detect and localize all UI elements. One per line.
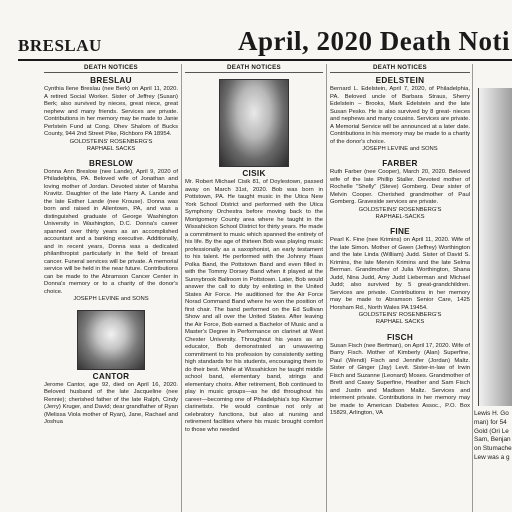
obituary-body: Susan Fisch (nee Bertman), on April 17, 2020. Wife of Barry Fisch. Mother of Kimberly (Alan) Superfine, Paul (Wendi) Fisch and Jennifer (Jordan) Maltz. Sister of Ginger (Jay) Levit. Sister-in-law of Irwin Fisch and Suzanne (Leonard) Moses. Grandmother of Brett and Casey Superfine, Heather and Sam Fisch and Justin and Madison Maltz. Services and interment private. Contributions in her memory may be made to American Diabetes Assoc., P.O. Box 15829, Arlington, VA (330, 342, 470, 417)
obituary-body: Donna Ann Breslow (nee Lande), April 9, 2020 of Philadelphia, PA. Beloved wife of Jonathan and loving mother of Jordan. Devoted sister of Marsha Kravitz. Daughter of the late Harry A. Lande and the late Esther Lande (nee Krouse). Donna was born and raised in Allentown, PA, and was a distinguished graduate of George Washington University in Washington, D.C. Donna's career spanned over thirty years as an accomplished accountant and a banking executive. Additionally, and in recent years, Donna was a dedicated philanthropist particularly in the field of breast cancer. Funeral services will be private. A memorial service will be held in the near future. Contributions can be made to the Abramson Cancer Center in Donna's memory or to a charity of the donor's choice. (44, 168, 178, 295)
portrait-photo-cropped (478, 88, 512, 406)
obituary-fisch (330, 333, 470, 418)
obituary-cantor (44, 310, 178, 427)
portrait-photo (77, 310, 145, 370)
death-notices-label: DEATH NOTICES (330, 64, 470, 73)
obituary-name: FINE (390, 227, 410, 237)
obituary-line: on Stumache (474, 445, 512, 453)
obituary-line: Sam, Benjan (474, 436, 511, 444)
column-2 (185, 64, 323, 512)
obituary-name: BRESLAU (90, 76, 132, 85)
obituary-name: BRESLOW (89, 158, 133, 168)
death-notices-label: DEATH NOTICES (44, 64, 178, 73)
portrait-photo (219, 79, 289, 167)
obituary-edelstein (330, 76, 470, 153)
obituary-cropped (474, 410, 512, 463)
column-divider (472, 64, 473, 512)
column-1 (44, 64, 178, 512)
obituary-line: Lewis H. Go (474, 410, 509, 417)
obituary-body: Jerome Cantor, age 92, died on April 16, 2020. Beloved husband of the late Jacqueline (nee Rennie); cherished father of the late Ralph, Cindy (Jerry) Kruger, and David; dear grandfather of Ryan (Melissa Viola mother of Ryan), Jane, Rachael and Joshua (44, 381, 178, 426)
header-rule (18, 59, 512, 61)
obituary-breslow (44, 159, 178, 304)
obituary-fine (330, 227, 470, 326)
column-divider (181, 64, 182, 512)
funeral-home: GOLDSTEINS' ROSENBERG'S RAPHAEL SACKS (69, 138, 153, 152)
obituary-line: man) for 54 (474, 418, 507, 426)
obituary-body: Pearl K. Fine (nee Krimins) on April 11, 2020. Wife of the late Simon. Mother of Gwen (Jeffrey) Worthington and the late Linda (William) Judd. Sister of David S. Krimins, the late Mervin Krimins and the late Selma Berman. Grandmother of Julia Worthington, Shana Judd, Nina Judd, Amy Judd Lieberman and Michael Judd; also survived by 5 great-grandchildren. Services are private. Contributions in her memory may be made to Abramson Senior Care, 1425 Horsham Rd., North Wales PA 19454. (330, 237, 470, 311)
obituary-body: Cynthia Ilene Breslau (nee Berk) on April 11, 2020. A retired Social Worker. Sister of Jeffrey (Susan) Berk; also survived by nieces, great niece, great nephew and many friends. Services are private. Contributions in her memory may be made to Janie Perlstein Fund at Cong. Ohev Shalom of Bucks County, 944 2nd Street Pike, Richboro PA 18954. (44, 86, 178, 137)
obituary-line: Lew was a g (474, 453, 510, 461)
obituary-name: FISCH (386, 332, 414, 342)
funeral-home: JOSEPH LEVINE and SONS (362, 146, 438, 152)
column-divider (326, 64, 327, 512)
funeral-home: GOLDSTEINS' ROSENBERG'S RAPHAEL-SACKS (358, 206, 442, 220)
obituary-body: Ruth Farber (nee Cooper), March 20, 2020. Beloved wife of the late Phillip Staller. Devoted mother of Rochelle "Shelly" (Steve) Gomberg. Dear sister of Melvin Cooper. Cherished grandmother of Paul Gomberg. Graveside services are private. (330, 169, 470, 206)
obituary-breslau (44, 76, 178, 153)
obituary-name: FARBER (382, 159, 418, 169)
obituary-farber (330, 159, 470, 221)
obituary-name: EDELSTEIN (375, 76, 425, 85)
column-3 (330, 64, 470, 512)
obituary-name: CANTOR (92, 371, 130, 381)
death-notices-label: DEATH NOTICES (185, 64, 323, 73)
obituary-cisik (185, 79, 323, 434)
obituary-name: CISIK (242, 169, 266, 178)
section-heading: BRESLAU (18, 36, 102, 55)
funeral-home: GOLDSTEINS' ROSENBERG'S RAPHAEL SACKS (358, 312, 442, 326)
page-title: April, 2020 Death Noti (238, 26, 510, 56)
funeral-home: JOSEPH LEVINE and SONS (73, 296, 149, 303)
obituary-body: Mr. Robert Michael Cisik 81, of Doylestown, passed away on March 31st, 2020. Bob was born in Pottstown, PA. He taught music in the Utica New York School District and performed with the Utica Symphony Orchestra before moving back to the Montgomery County area where he taught in the Wissahickon School District for thirty years. He made a commitment to music which spanned the entirety of his life. By the age of thirteen Bob was playing music professionally as a saxophonist, an early testament to his talent. He performed with the Johnny Haas Polka Band, the Pottstown Band and even filled in with the Tommy Dorsey Band when it played at the Sunnybrook Ballroom in Pottstown. Later, Bob would answer the call to duty by enlisting in the United States Air Force. He auditioned for the Air Force Norad Command Band where he won the position of first chair. The band performed on the Ed Sullivan Show and all over the United States. After leaving the Air Force, Bob earned a Bachelor of Music and a Master's Degree in Performance on clarinet at West Chester University. Throughout his years as an educator, Bob demonstrated an unwavering commitment to his profession by consistently setting high standards for his students, encouraging them to do their best. While at Wissahickon he taught middle school band, elementary band, strings and elementary choirs. After retirement, Bob continued to play in music groups—as he did throughout his career—becoming one of Philadelphia's top Klezmer clarinetists. He would continue not only at celebratory functions, but also at nursing and retirement facilities where his music brought comfort to those who needed (185, 179, 323, 433)
obituary-body: Bernard L. Edelstein, April 7, 2020, of Philadelphia, PA. Beloved uncle of Barbara Straus, Sherry Edelstein – Brooks, Mark Edelstein and the late Susan Pesko. He is also survived by 8 great- nieces and nephews and many cousins. Services are private. A Memorial Service will be announced at a later date. Contributions in his memory may be made to a charity of the donor's choice. (330, 86, 470, 145)
obituary-line: Gold (Ori Le (474, 427, 509, 435)
